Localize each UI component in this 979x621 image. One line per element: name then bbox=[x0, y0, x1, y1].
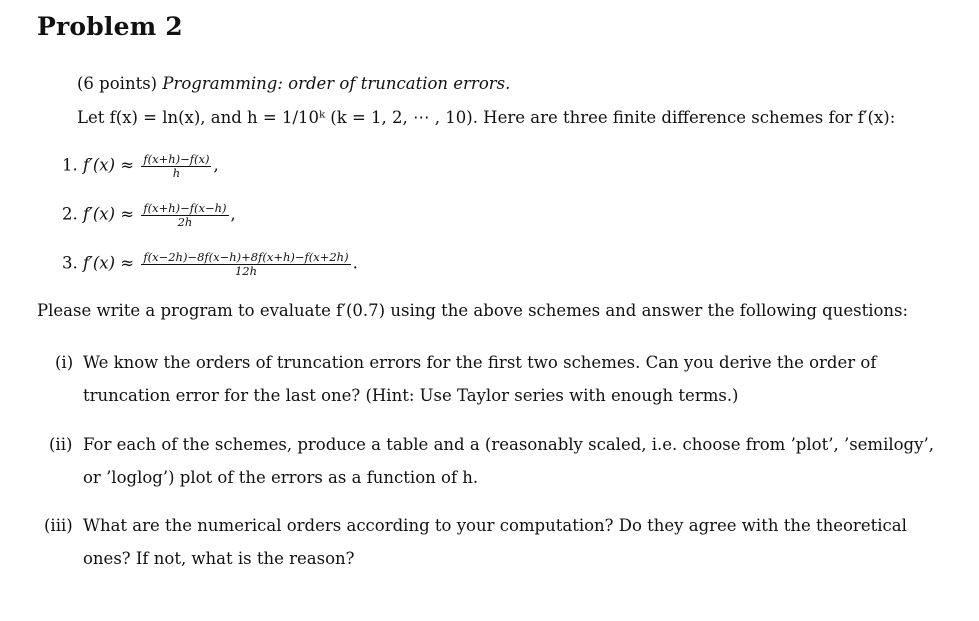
question-label: (ii) bbox=[49, 435, 73, 454]
question-text: What are the numerical orders according to your computation? Do they agree with the theoretical bbox=[83, 516, 907, 535]
fraction-numerator: f(x+h)−f(x−h) bbox=[143, 201, 227, 215]
scheme-fraction bbox=[141, 152, 211, 180]
question-text: or ’loglog’) plot of the errors as a function of h. bbox=[83, 468, 479, 487]
scheme-fraction bbox=[141, 250, 350, 278]
scheme-3 bbox=[62, 250, 358, 278]
scheme-fraction bbox=[141, 201, 228, 229]
scheme-1 bbox=[62, 152, 219, 180]
scheme-lhs: f′(x) ≈ bbox=[83, 204, 135, 224]
scheme-lhs: f′(x) ≈ bbox=[83, 155, 135, 175]
fraction-denominator: 2h bbox=[177, 215, 193, 229]
scheme-number: 3. bbox=[62, 253, 78, 273]
scheme-punct: , bbox=[230, 204, 236, 224]
scheme-lhs: f′(x) ≈ bbox=[83, 253, 135, 273]
fraction-denominator: h bbox=[172, 166, 181, 180]
topic-label: Programming: order of truncation errors. bbox=[162, 74, 511, 93]
scheme-punct: . bbox=[352, 253, 358, 273]
question-text: We know the orders of truncation errors for the first two schemes. Can you derive the order of bbox=[83, 353, 877, 372]
scheme-punct: , bbox=[213, 155, 219, 175]
scheme-number: 1. bbox=[62, 155, 78, 175]
scheme-2 bbox=[62, 201, 236, 229]
scheme-number: 2. bbox=[62, 204, 78, 224]
points-label: (6 points) bbox=[77, 74, 158, 93]
question-text: truncation error for the last one? (Hint: Use Taylor series with enough terms.) bbox=[83, 386, 739, 405]
problem-title: Problem 2 bbox=[37, 12, 183, 41]
intro-text: Let f(x) = ln(x), and h = 1/10ᵏ (k = 1, 2, ⋯ , 10). Here are three finite difference schemes for f′(x): bbox=[77, 108, 896, 127]
fraction-denominator: 12h bbox=[234, 264, 257, 278]
question-label: (i) bbox=[55, 353, 74, 372]
problem-header bbox=[77, 74, 510, 93]
question-text: ones? If not, what is the reason? bbox=[83, 549, 355, 568]
fraction-numerator: f(x−2h)−8f(x−h)+8f(x+h)−f(x+2h) bbox=[143, 250, 349, 264]
instruction-text: Please write a program to evaluate f′(0.7) using the above schemes and answer the following questions: bbox=[37, 301, 909, 320]
question-label: (iii) bbox=[44, 516, 73, 535]
fraction-numerator: f(x+h)−f(x) bbox=[143, 152, 210, 166]
question-text: For each of the schemes, produce a table and a (reasonably scaled, i.e. choose from ’plot’, ’semilogy’, bbox=[83, 435, 934, 454]
